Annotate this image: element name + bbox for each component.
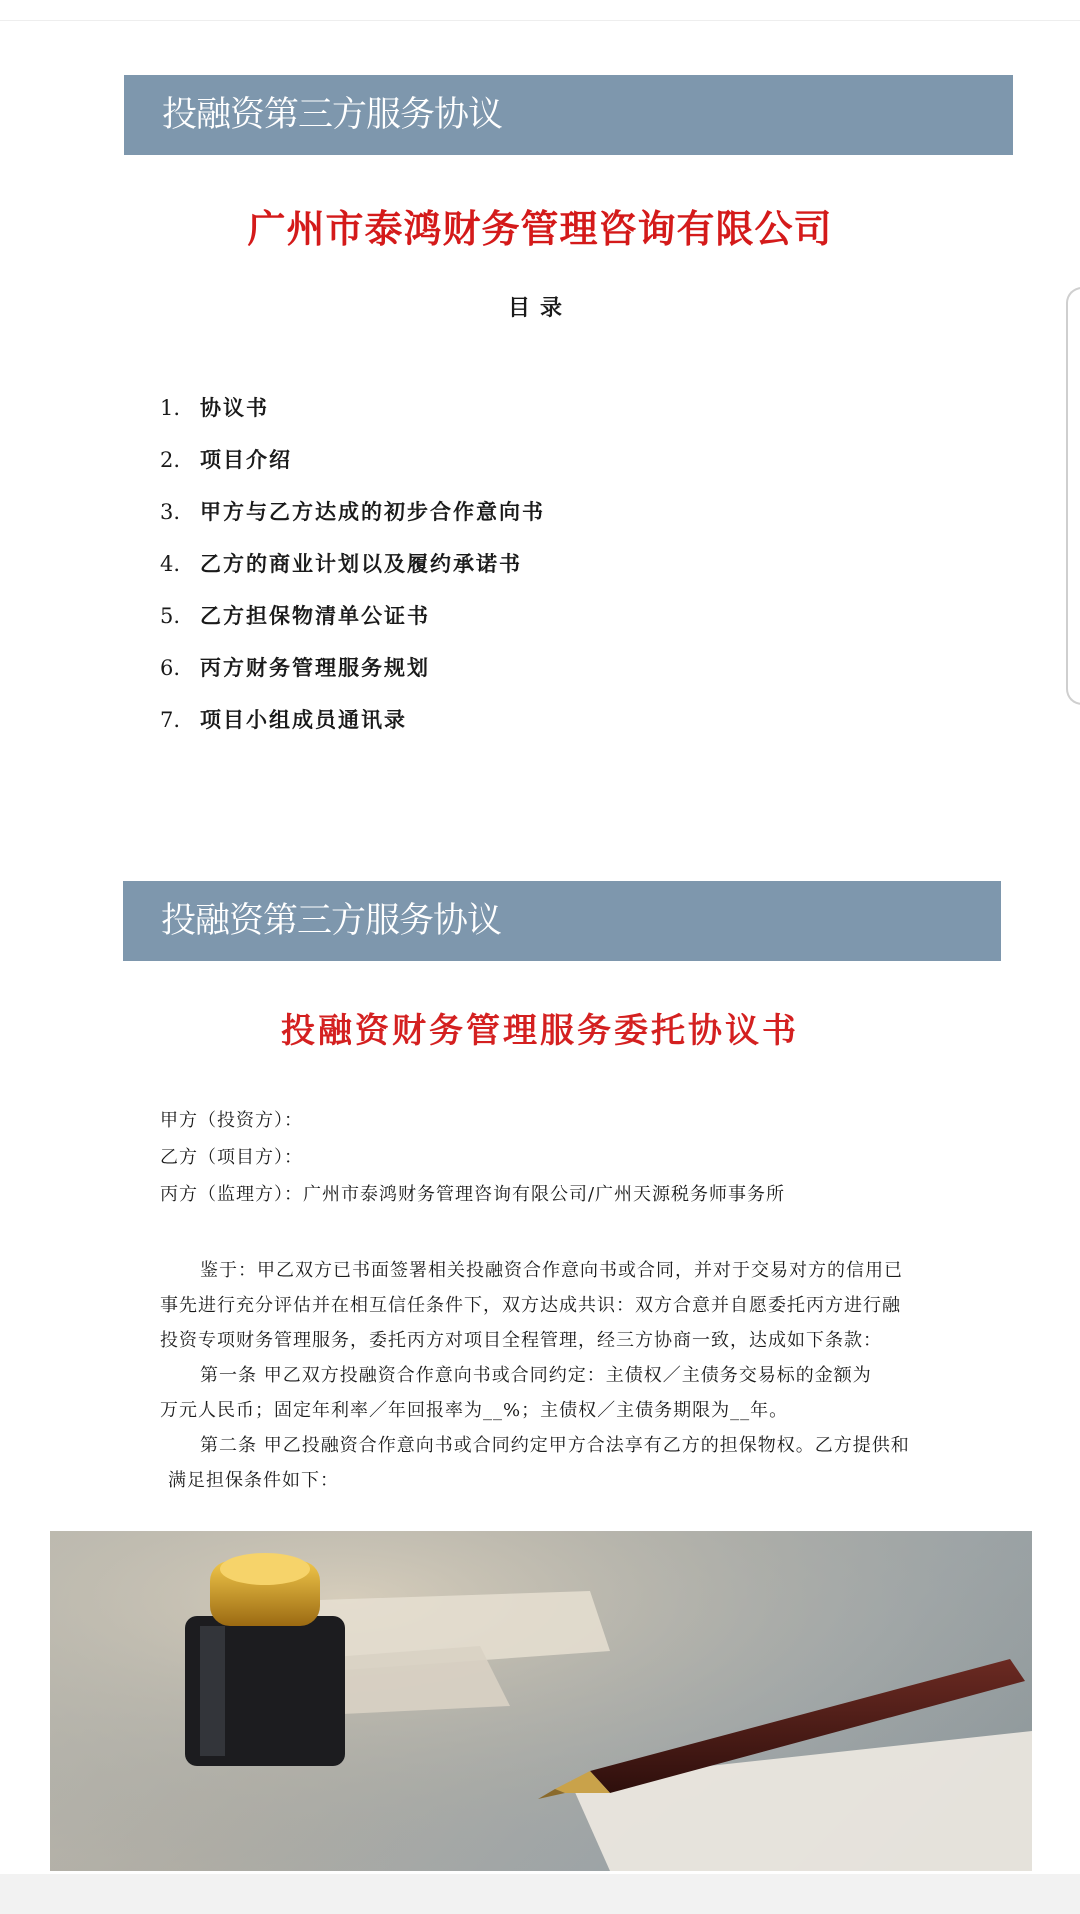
paragraph-line: 万元人民币；固定年利率／年回报率为__%；主债权／主债务期限为__年。	[160, 1400, 789, 1421]
toc-item	[160, 704, 545, 756]
table-of-contents	[160, 392, 545, 756]
paragraph-line: 第一条 甲乙双方投融资合作意向书或合同约定：主债权／主债务交易标的金额为	[200, 1365, 872, 1386]
toc-item-label: 项目介绍	[200, 447, 292, 472]
bottom-bar	[0, 1874, 1080, 1914]
company-name: 广州市泰鸿财务管理咨询有限公司	[247, 207, 833, 251]
toc-item	[160, 548, 545, 600]
edge-panel-handle[interactable]	[1066, 287, 1080, 705]
document-title: 投融资财务管理服务委托协议书	[281, 1011, 799, 1051]
paragraph-line: 第二条 甲乙投融资合作意向书或合同约定甲方合法享有乙方的担保物权。乙方提供和	[200, 1435, 910, 1456]
toc-item	[160, 392, 545, 444]
toc-item-number: 4.	[160, 552, 181, 576]
toc-item	[160, 652, 545, 704]
parties-block	[160, 1106, 785, 1217]
toc-item-number: 2.	[160, 448, 181, 472]
toc-item-number: 1.	[160, 396, 181, 420]
toc-item-label: 乙方的商业计划以及履约承诺书	[200, 551, 522, 576]
toc-item-label: 甲方与乙方达成的初步合作意向书	[200, 499, 545, 524]
party-c-line: 丙方（监理方）：广州市泰鸿财务管理咨询有限公司/广州天源税务师事务所	[160, 1184, 786, 1205]
toc-item-label: 项目小组成员通讯录	[200, 707, 407, 732]
paragraph-line: 事先进行充分评估并在相互信任条件下，双方达成共识：双方合意并自愿委托丙方进行融	[160, 1295, 901, 1316]
party-a-line: 甲方（投资方）：	[160, 1110, 303, 1131]
paragraph-line: 投资专项财务管理服务，委托丙方对项目全程管理，经三方协商一致，达成如下条款：	[160, 1330, 882, 1351]
toc-item-label: 乙方担保物清单公证书	[200, 603, 430, 628]
toc-item-number: 6.	[160, 656, 181, 680]
agreement-body	[160, 1253, 970, 1498]
toc-item-number: 3.	[160, 500, 181, 524]
section-banner-title: 投融资第三方服务协议	[123, 881, 1001, 961]
top-status-strip	[0, 0, 1080, 21]
party-b-line: 乙方（项目方）：	[160, 1147, 303, 1168]
paragraph-line: 满足担保条件如下：	[168, 1470, 339, 1491]
toc-title: 目录	[507, 295, 572, 321]
section-banner-title: 投融资第三方服务协议	[124, 75, 1013, 155]
toc-item	[160, 444, 545, 496]
paragraph-line: 鉴于：甲乙双方已书面签署相关投融资合作意向书或合同，并对于交易对方的信用已	[200, 1260, 903, 1281]
toc-item	[160, 496, 545, 548]
toc-item	[160, 600, 545, 652]
ink-and-pen-photo	[50, 1531, 1032, 1871]
toc-item-label: 丙方财务管理服务规划	[200, 655, 430, 680]
toc-item-label: 协议书	[200, 395, 269, 420]
ink-and-pen-illustration	[50, 1531, 1032, 1871]
toc-item-number: 5.	[160, 604, 181, 628]
toc-item-number: 7.	[160, 708, 181, 732]
